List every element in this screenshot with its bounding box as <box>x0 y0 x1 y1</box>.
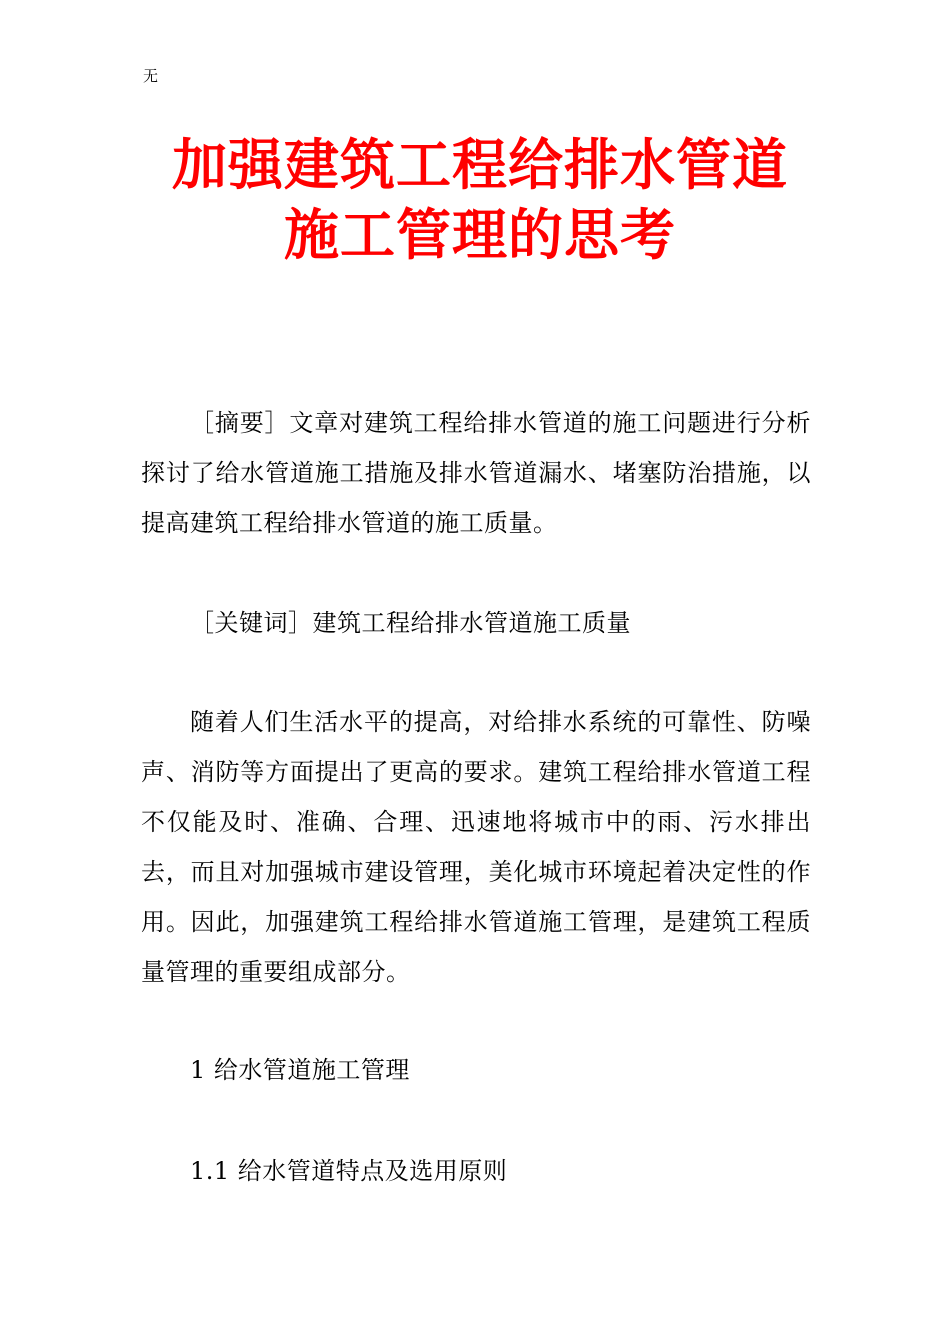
title-line-1: 加强建筑工程给排水管道 <box>171 133 788 197</box>
abstract-paragraph: ［摘要］文章对建筑工程给排水管道的施工问题进行分析探讨了给水管道施工措施及排水管道漏水、堵塞防治措施，以提高建筑工程给排水管道的施工质量。 <box>141 409 811 537</box>
title-line-2: 施工管理的思考 <box>283 203 676 267</box>
header-mark: 无 <box>143 67 159 85</box>
keywords-paragraph: ［关键词］建筑工程给排水管道施工质量 <box>190 609 631 637</box>
document-title <box>140 130 820 270</box>
section-heading-1: 1 给水管道施工管理 <box>190 1056 410 1084</box>
section-heading-1-1: 1.1 给水管道特点及选用原则 <box>190 1157 508 1185</box>
intro-paragraph: 随着人们生活水平的提高，对给排水系统的可靠性、防噪声、消防等方面提出了更高的要求。建筑工程给排水管道工程不仅能及时、准确、合理、迅速地将城市中的雨、污水排出去，而且对加强城市建设管理，美化城市环境起着决定性的作用。因此，加强建筑工程给排水管道施工管理，是建筑工程质量管理的重要组成部分。 <box>141 708 811 986</box>
